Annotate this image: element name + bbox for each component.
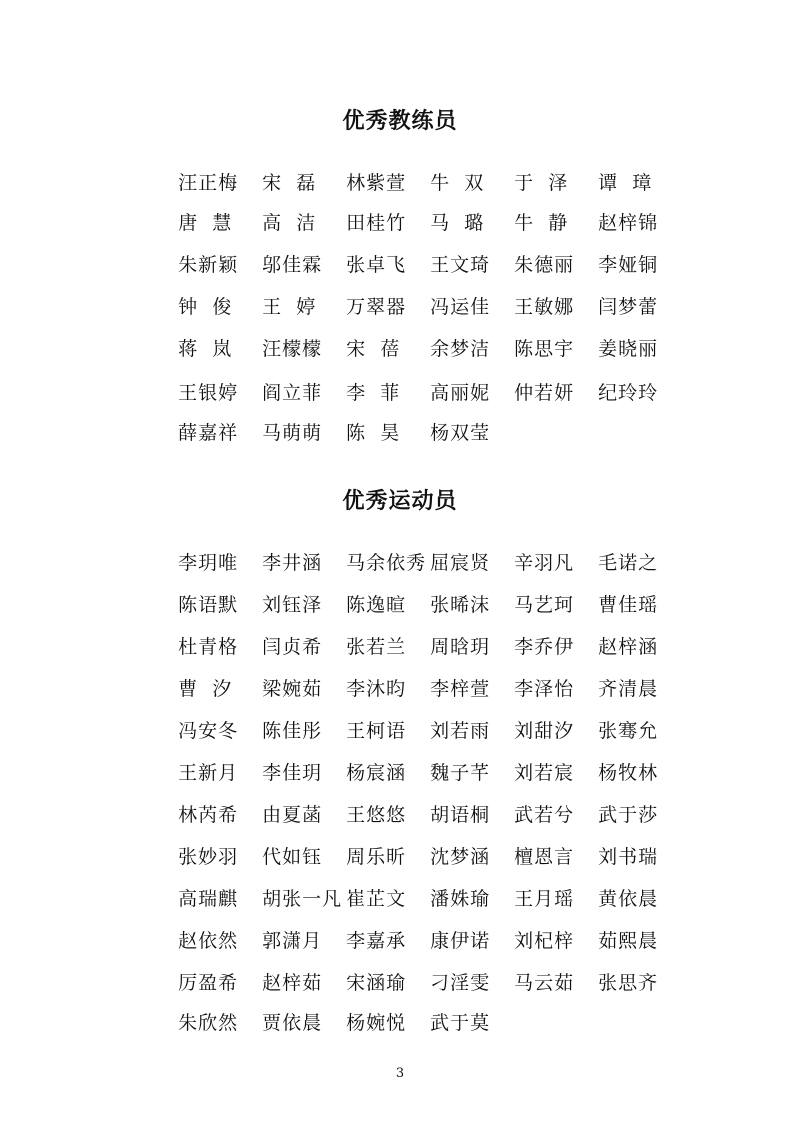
coach-name: 朱德丽: [514, 254, 575, 276]
athlete-name: 周乐昕: [346, 846, 407, 868]
athlete-name: 代如钰: [262, 846, 323, 868]
coaches-row: [150, 356, 710, 404]
athlete-name: 郭潇月: [262, 930, 323, 952]
coach-name: 赵梓锦: [598, 212, 659, 234]
athlete-name: 高瑞麒: [178, 888, 239, 910]
coach-name: 余梦洁: [430, 338, 491, 360]
athlete-name: 陈逸暄: [346, 594, 407, 616]
athletes-row: [150, 946, 710, 994]
athlete-name: 屈宸贤: [430, 552, 491, 574]
athlete-name: 杜青格: [178, 636, 239, 658]
athlete-name: 赵梓涵: [598, 636, 659, 658]
athlete-name: 曹 汐: [178, 678, 233, 700]
coach-name: 李 菲: [346, 382, 401, 404]
athlete-name: 林芮希: [178, 804, 239, 826]
athlete-name: 李佳玥: [262, 762, 323, 784]
athlete-name: 李沐昀: [346, 678, 407, 700]
athletes-section-title: 优秀运动员: [342, 488, 458, 514]
coach-name: 马 璐: [430, 212, 485, 234]
athlete-name: 赵梓茹: [262, 972, 323, 994]
coach-name: 林紫萱: [346, 172, 407, 194]
athlete-name: 辛羽凡: [514, 552, 575, 574]
coach-name: 马萌萌: [262, 422, 323, 444]
athlete-name: 周晗玥: [430, 636, 491, 658]
coach-name: 纪玲玲: [598, 382, 659, 404]
athlete-name: 杨宸涵: [346, 762, 407, 784]
athlete-name: 刘钰泽: [262, 594, 323, 616]
coaches-row: [150, 186, 710, 234]
coach-name: 田桂竹: [346, 212, 407, 234]
coach-name: 王银婷: [178, 382, 239, 404]
athlete-name: 厉盈希: [178, 972, 239, 994]
coach-name: 王 婷: [262, 296, 317, 318]
athlete-name: 毛诺之: [598, 552, 659, 574]
athlete-name: 胡张一凡: [262, 888, 343, 910]
athlete-name: 魏子芊: [430, 762, 491, 784]
coach-name: 薛嘉祥: [178, 422, 239, 444]
athlete-name: 武于莎: [598, 804, 659, 826]
athlete-name: 李嘉承: [346, 930, 407, 952]
athletes-row: [150, 862, 710, 910]
athletes-row: [150, 904, 710, 952]
athlete-name: 宋涵瑜: [346, 972, 407, 994]
athlete-name: 由夏菡: [262, 804, 323, 826]
athletes-row: [150, 820, 710, 868]
athlete-name: 陈语默: [178, 594, 239, 616]
athlete-name: 刘杞梓: [514, 930, 575, 952]
athlete-name: 胡语桐: [430, 804, 491, 826]
coach-name: 阎立菲: [262, 382, 323, 404]
athletes-row: [150, 736, 710, 784]
coach-name: 杨双莹: [430, 422, 491, 444]
coach-name: 陈 昊: [346, 422, 401, 444]
coach-name: 宋 磊: [262, 172, 317, 194]
coach-name: 高丽妮: [430, 382, 491, 404]
athlete-name: 张骞允: [598, 720, 659, 742]
athlete-name: 沈梦涵: [430, 846, 491, 868]
athlete-name: 李玥唯: [178, 552, 239, 574]
athlete-name: 马艺珂: [514, 594, 575, 616]
coach-name: 王敏娜: [514, 296, 575, 318]
athletes-row: [150, 694, 710, 742]
coach-name: 钟 俊: [178, 296, 233, 318]
athlete-name: 马云茹: [514, 972, 575, 994]
athlete-name: 张妙羽: [178, 846, 239, 868]
athlete-name: 王柯语: [346, 720, 407, 742]
coach-name: 陈思宇: [514, 338, 575, 360]
coach-name: 唐 慧: [178, 212, 233, 234]
athlete-name: 李梓萱: [430, 678, 491, 700]
athlete-name: 张思齐: [598, 972, 659, 994]
athlete-name: 李井涵: [262, 552, 323, 574]
coach-name: 蒋 岚: [178, 338, 233, 360]
coaches-row: [150, 228, 710, 276]
athlete-name: 杨牧林: [598, 762, 659, 784]
coach-name: 王文琦: [430, 254, 491, 276]
coach-name: 高 洁: [262, 212, 317, 234]
athlete-name: 刘甜汐: [514, 720, 575, 742]
athlete-name: 崔芷文: [346, 888, 407, 910]
coach-name: 谭 璋: [598, 172, 653, 194]
athlete-name: 贾依晨: [262, 1012, 323, 1034]
athlete-name: 黄依晨: [598, 888, 659, 910]
athlete-name: 赵依然: [178, 930, 239, 952]
athlete-name: 张若兰: [346, 636, 407, 658]
athletes-row: [150, 526, 710, 574]
athlete-name: 梁婉茹: [262, 678, 323, 700]
athlete-name: 刘若雨: [430, 720, 491, 742]
athlete-name: 刁淫雯: [430, 972, 491, 994]
coach-name: 姜晓丽: [598, 338, 659, 360]
coach-name: 朱新颖: [178, 254, 239, 276]
coach-name: 宋 蓓: [346, 338, 401, 360]
coach-name: 仲若妍: [514, 382, 575, 404]
athlete-name: 陈佳彤: [262, 720, 323, 742]
athlete-name: 武若兮: [514, 804, 575, 826]
athlete-name: 王月瑶: [514, 888, 575, 910]
athlete-name: 武于莫: [430, 1012, 491, 1034]
coach-name: 万翠器: [346, 296, 407, 318]
coach-name: 汪正梅: [178, 172, 239, 194]
athlete-name: 闫贞希: [262, 636, 323, 658]
athlete-name: 曹佳瑶: [598, 594, 659, 616]
athlete-name: 潘姝瑜: [430, 888, 491, 910]
athlete-name: 刘书瑞: [598, 846, 659, 868]
athletes-row: [150, 568, 710, 616]
coach-name: 冯运佳: [430, 296, 491, 318]
athlete-name: 朱欣然: [178, 1012, 239, 1034]
athlete-name: 齐清晨: [598, 678, 659, 700]
athlete-name: 檀恩言: [514, 846, 575, 868]
athlete-name: 康伊诺: [430, 930, 491, 952]
coaches-row: [150, 396, 710, 444]
athletes-row: [150, 610, 710, 658]
coaches-row: [150, 146, 710, 194]
athlete-name: 张晞沫: [430, 594, 491, 616]
coach-name: 牛 双: [430, 172, 485, 194]
athlete-name: 茹熙晨: [598, 930, 659, 952]
athlete-name: 刘若宸: [514, 762, 575, 784]
coach-name: 牛 静: [514, 212, 569, 234]
athlete-name: 马余依秀: [346, 552, 427, 574]
athlete-name: 李乔伊: [514, 636, 575, 658]
athlete-name: 杨婉悦: [346, 1012, 407, 1034]
athlete-name: 李泽怡: [514, 678, 575, 700]
athlete-name: 王悠悠: [346, 804, 407, 826]
athlete-name: 王新月: [178, 762, 239, 784]
coaches-row: [150, 312, 710, 360]
coach-name: 闫梦蕾: [598, 296, 659, 318]
athletes-row: [150, 778, 710, 826]
athlete-name: 冯安冬: [178, 720, 239, 742]
coach-name: 邬佳霖: [262, 254, 323, 276]
coach-name: 李娅铜: [598, 254, 659, 276]
coaches-row: [150, 270, 710, 318]
athletes-row: [150, 652, 710, 700]
coach-name: 张卓飞: [346, 254, 407, 276]
coaches-section-title: 优秀教练员: [342, 108, 458, 134]
page-number: 3: [395, 1066, 405, 1081]
coach-name: 于 泽: [514, 172, 569, 194]
athletes-row: [150, 986, 710, 1034]
coach-name: 汪檬檬: [262, 338, 323, 360]
